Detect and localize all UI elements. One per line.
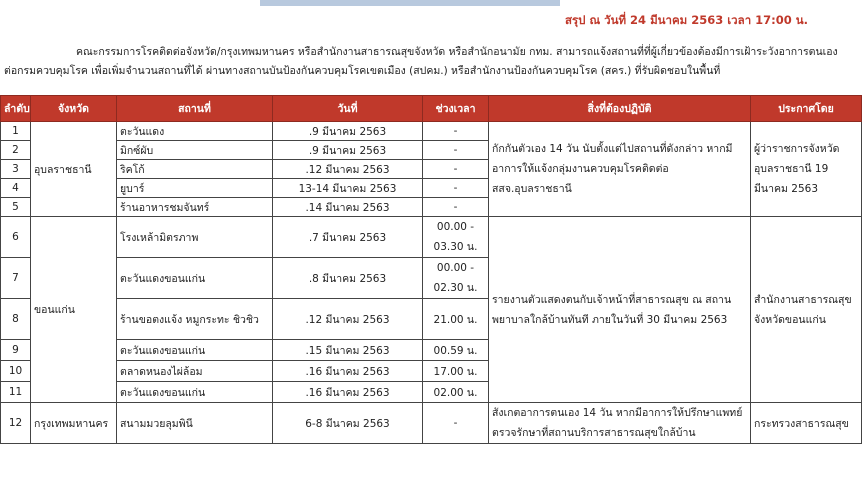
time-cell: 00.00 - 02.30 น. — [423, 258, 489, 299]
date-cell: .14 มีนาคม 2563 — [273, 198, 423, 217]
place-cell: สนามมวยลุมพินี — [117, 403, 273, 444]
date-cell: .12 มีนาคม 2563 — [273, 299, 423, 340]
date-cell: .7 มีนาคม 2563 — [273, 217, 423, 258]
row-no: 9 — [1, 340, 31, 361]
announcer-cell: ผู้ว่าราชการจังหวัดอุบลราชธานี 19 มีนาคม 2563 — [751, 122, 862, 217]
province-cell: กรุงเทพมหานคร — [31, 403, 117, 444]
table-row — [1, 403, 862, 444]
row-no: 2 — [1, 141, 31, 160]
time-cell: 00.59 น. — [423, 340, 489, 361]
col-header-no: ลำดับ — [1, 96, 31, 122]
place-cell: โรงเหล้ามิตรภาพ — [117, 217, 273, 258]
locations-table — [0, 95, 862, 444]
date-cell: .16 มีนาคม 2563 — [273, 382, 423, 403]
date-cell: 6-8 มีนาคม 2563 — [273, 403, 423, 444]
date-cell: .8 มีนาคม 2563 — [273, 258, 423, 299]
date-cell: .12 มีนาคม 2563 — [273, 160, 423, 179]
row-no: 8 — [1, 299, 31, 340]
row-no: 11 — [1, 382, 31, 403]
place-cell: ตะวันแดงขอนแก่น — [117, 258, 273, 299]
row-no: 10 — [1, 361, 31, 382]
row-no: 3 — [1, 160, 31, 179]
place-cell: ริคโก้ — [117, 160, 273, 179]
announcer-cell: สำนักงานสาธารณสุขจังหวัดขอนแก่น — [751, 217, 862, 403]
place-cell: ตะวันแดงขอนแก่น — [117, 382, 273, 403]
place-cell: ร้านขอตงแจ้ง หมูกระทะ ชิวชิว — [117, 299, 273, 340]
row-no: 4 — [1, 179, 31, 198]
col-header-announcer: ประกาศโดย — [751, 96, 862, 122]
time-cell: 02.00 น. — [423, 382, 489, 403]
time-cell: - — [423, 403, 489, 444]
time-cell: - — [423, 122, 489, 141]
table-row — [1, 122, 862, 141]
time-cell: 00.00 - 03.30 น. — [423, 217, 489, 258]
row-no: 1 — [1, 122, 31, 141]
summary-timestamp: สรุป ณ วันที่ 24 มีนาคม 2563 เวลา 17:00 น. — [564, 13, 808, 27]
date-cell: .15 มีนาคม 2563 — [273, 340, 423, 361]
title-banner-strip — [260, 0, 560, 6]
time-cell: - — [423, 198, 489, 217]
time-cell: - — [423, 179, 489, 198]
col-header-action: สิ่งที่ต้องปฏิบัติ — [489, 96, 751, 122]
date-cell: .9 มีนาคม 2563 — [273, 141, 423, 160]
intro-line-1: คณะกรรมการโรคติดต่อจังหวัด/กรุงเทพมหานคร หรือสำนักงานสาธารณสุขจังหวัด หรือสำนักอนามัย กทม. สามารถแจ้งสถานที่ที่ผู้เกี่ยวข้องต้องมีการเฝ้าระวังอาการตนเอง — [76, 46, 838, 58]
action-cell: สังเกตอาการตนเอง 14 วัน หากมีอาการให้ปรึกษาแพทย์ ตรวจรักษาที่สถานบริการสาธารณสุขใกล้บ้าน — [489, 403, 751, 444]
place-cell: มิกซ์ผับ — [117, 141, 273, 160]
action-cell: รายงานตัวแสดงตนกับเจ้าหน้าที่สาธารณสุข ณ สถานพยาบาลใกล้บ้านทันที ภายในวันที่ 30 มีนาคม 2563 — [489, 217, 751, 403]
row-no: 6 — [1, 217, 31, 258]
time-cell: - — [423, 141, 489, 160]
province-cell: ขอนแก่น — [31, 217, 117, 403]
row-no: 7 — [1, 258, 31, 299]
date-cell: .9 มีนาคม 2563 — [273, 122, 423, 141]
intro-line-2: ต่อกรมควบคุมโรค เพื่อเพิ่มจำนวนสถานที่ได้ ผ่านทางสถานบันป้องกันควบคุมโรคเขตเมือง (สปคม.) หรือสำนักงานป้องกันควบคุมโรค (สคร.) ที่รับผิดชอบในพื้นที่ — [4, 65, 721, 77]
place-cell: ตลาดหนองไผ่ล้อม — [117, 361, 273, 382]
place-cell: ตะวันแดง — [117, 122, 273, 141]
place-cell: ตะวันแดงขอนแก่น — [117, 340, 273, 361]
place-cell: ยูบาร์ — [117, 179, 273, 198]
place-cell: ร้านอาหารชมจันทร์ — [117, 198, 273, 217]
action-cell: กักกันตัวเอง 14 วัน นับตั้งแต่ไปสถานที่ดังกล่าว หากมีอาการให้แจ้งกลุ่มงานควบคุมโรคติดต่อ สสจ.อุบลราชธานี — [489, 122, 751, 217]
col-header-date: วันที่ — [273, 96, 423, 122]
col-header-province: จังหวัด — [31, 96, 117, 122]
row-no: 5 — [1, 198, 31, 217]
announcer-cell: กระทรวงสาธารณสุข — [751, 403, 862, 444]
time-cell: 21.00 น. — [423, 299, 489, 340]
row-no: 12 — [1, 403, 31, 444]
time-cell: - — [423, 160, 489, 179]
col-header-place: สถานที่ — [117, 96, 273, 122]
province-cell: อุบลราชธานี — [31, 122, 117, 217]
col-header-time: ช่วงเวลา — [423, 96, 489, 122]
time-cell: 17.00 น. — [423, 361, 489, 382]
date-cell: 13-14 มีนาคม 2563 — [273, 179, 423, 198]
table-row — [1, 217, 862, 258]
date-cell: .16 มีนาคม 2563 — [273, 361, 423, 382]
